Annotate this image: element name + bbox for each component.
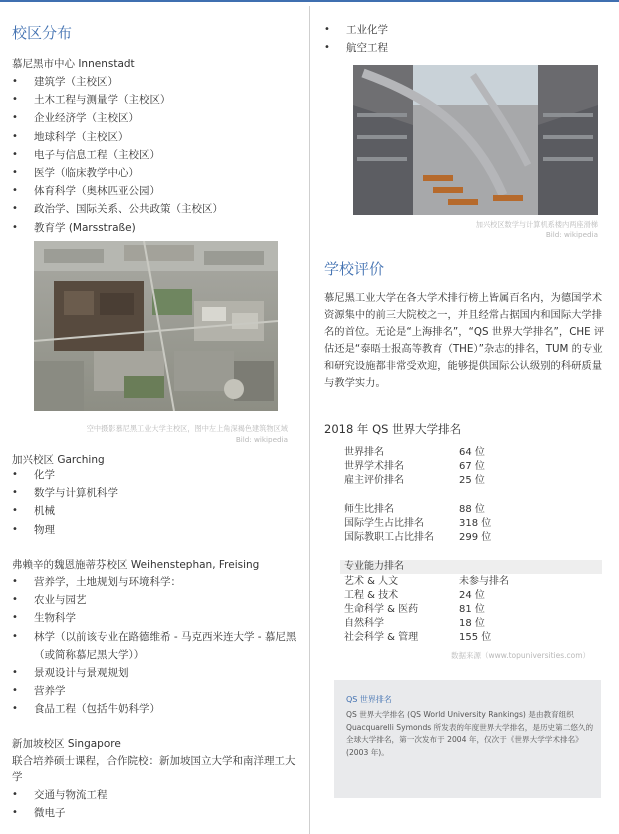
campus-heading: 校区分布 (12, 24, 73, 42)
ranking-row: 世界学术排名 67 位 (344, 461, 485, 472)
info-box-title: QS 世界排名 (346, 695, 392, 704)
ranking-row: 自然科学 18 位 (344, 618, 485, 629)
garching-list (12, 466, 302, 539)
qs-info-box (334, 680, 601, 798)
column-divider (309, 6, 310, 834)
list-item: • 农业与园艺 (12, 591, 304, 609)
list-item: • 交通与物流工程 (12, 786, 302, 804)
top-rule (0, 0, 619, 2)
ranking-row: 工程 & 技术 24 位 (344, 590, 485, 601)
list-item: • 林学（以前该专业在路德维希 - 马克西米连大学 - 慕尼黑（或简称慕尼黑大学）） (12, 628, 304, 664)
ranking-row: 雇主评价排名 25 位 (344, 475, 485, 486)
garching-campus-title: 加兴校区 Garching (12, 454, 105, 466)
list-item: • 地球科学（主校区） (12, 128, 302, 146)
list-item: • 工业化学 (324, 21, 604, 39)
list-item: • 数学与计算机科学 (12, 484, 302, 502)
singapore-description: 联合培养硕士课程，合作院校：新加坡国立大学和南洋理工大学 (12, 755, 296, 783)
list-item: • 微电子 (12, 804, 302, 822)
aerial-photo-credit: Bild: wikipedia (235, 435, 288, 444)
data-source: 数据来源（www.topuniversities.com） (451, 651, 591, 660)
ranking-row: 世界排名 64 位 (344, 447, 485, 458)
ranking-row: 师生比排名 88 位 (344, 504, 485, 515)
list-item: • 教育学 (Marsstraße) (12, 219, 302, 237)
aerial-photo-caption: 空中摄影慕尼黑工业大学主校区，图中左上角深褐色建筑物区域 (86, 424, 288, 433)
list-item: • 机械 (12, 502, 302, 520)
list-item: • 政治学、国际关系、公共政策（主校区） (12, 200, 302, 218)
munich-campus-title: 慕尼黑市中心 Innenstadt (12, 58, 135, 70)
list-item: • 企业经济学（主校区） (12, 109, 302, 127)
more-majors-list (324, 21, 604, 57)
interior-photo-credit: Bild: wikipedia (545, 230, 598, 239)
list-item: • 电子与信息工程（主校区） (12, 146, 302, 164)
weihenstephan-list (12, 573, 304, 719)
ranking-row: 生命科学 & 医药 81 位 (344, 604, 485, 615)
list-item: • 体育科学（奥林匹亚公园） (12, 182, 302, 200)
list-item: • 生物科学 (12, 609, 304, 627)
ranking-row: 国际学生占比排名 318 位 (344, 518, 492, 529)
ranking-row: 国际教职工占比排名 299 位 (344, 532, 492, 543)
list-item: • 物理 (12, 521, 302, 539)
ranking-row: 社会科学 & 管理 155 位 (344, 632, 492, 643)
list-item: • 航空工程 (324, 39, 604, 57)
interior-photo-caption: 加兴校区数学与计算机系楼内两座滑梯 (475, 220, 598, 229)
list-item: • 食品工程（包括牛奶科学） (12, 700, 304, 718)
weihenstephan-campus-title: 弗赖辛的魏恩施蒂芬校区 Weihenstephan, Freising (12, 559, 260, 571)
munich-list (12, 73, 302, 237)
list-item: • 建筑学（主校区） (12, 73, 302, 91)
info-box-body: QS 世界大学排名 (QS World University Rankings) 是由教育组织 Quacquarelli Symonds 所发表的年度世界大学排名，是历史第二悠久的全球大学排名，第一次发布于 2004 年，仅次于《世界大学学术排名》(2003 年)。 (346, 710, 594, 757)
list-item: • 医学（临床教学中心） (12, 164, 302, 182)
ranking-title: 2018 年 QS 世界大学排名 (324, 422, 462, 436)
list-item: • 化学 (12, 466, 302, 484)
singapore-campus-title: 新加坡校区 Singapore (12, 738, 121, 750)
evaluation-heading: 学校评价 (324, 260, 385, 278)
evaluation-paragraph: 慕尼黑工业大学在各大学术排行榜上皆属百名内，为德国学术资源集中的前三大院校之一，并且经常占据国内和国际大学排名的首位。无论是“上海排名”，“QS 世界大学排名”，CHE 评估还是“泰晤士报高等教育（THE）”杂志的排名，TUM 的专业和研究设施都非常受欢迎，能够提供国际公认级别的科研质量与教学实力。 (324, 292, 605, 389)
singapore-list (12, 786, 302, 822)
list-item: • 营养学，土地规划与环境科学： (12, 573, 304, 591)
slide-interior-photo (353, 65, 598, 215)
ranking-row: 艺术 & 人文 未参与排名 (344, 576, 509, 587)
list-item: • 土木工程与测量学（主校区） (12, 91, 302, 109)
list-item: • 营养学 (12, 682, 304, 700)
aerial-campus-photo (34, 241, 278, 411)
list-item: • 景观设计与景观规划 (12, 664, 304, 682)
specialty-ranking-label: 专业能力排名 (344, 561, 404, 572)
